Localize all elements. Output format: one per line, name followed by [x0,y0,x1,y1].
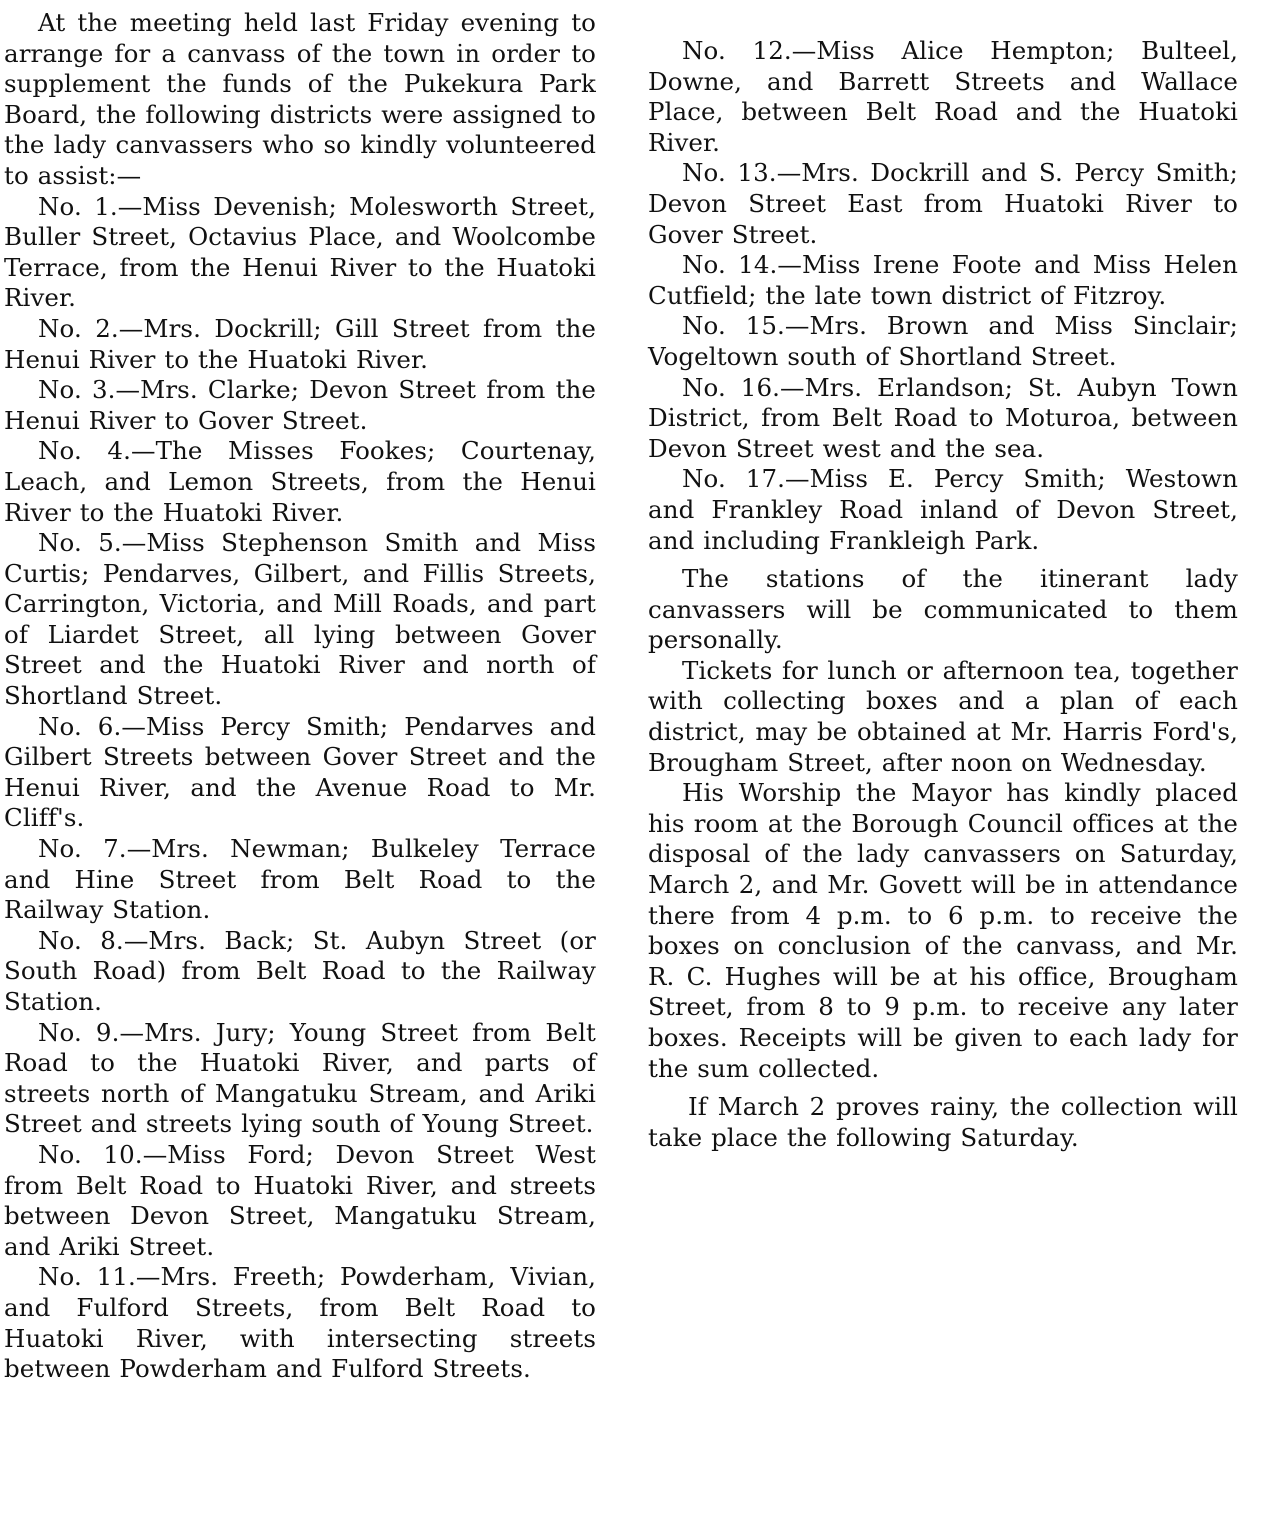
district-6: No. 6.—Miss Percy Smith; Pendarves and Gilbert Streets between Gover Street and the Henui River, and the Avenue Road to Mr. Cliff's. [4,711,596,833]
district-5: No. 5.—Miss Stephenson Smith and Miss Curtis; Pendarves, Gilbert, and Fillis Streets, Carrington, Victoria, and Mill Roads, and part of Liardet Street, all lying between Gover Street and the Huatoki River and north of Shortland Street. [4,528,596,711]
mayor-note: His Worship the Mayor has kindly placed his room at the Borough Council offices at the disposal of the lady canvassers on Saturday, March 2, and Mr. Govett will be in attendance there from 4 p.m. to 6 p.m. to receive the boxes on conclusion of the canvass, and Mr. R. C. Hughes will be at his office, Brougham Street, from 8 to 9 p.m. to receive any later boxes. Receipts will be given to each lady for the sum collected. [648,778,1238,1083]
right-column [648,36,1238,1153]
district-7: No. 7.—Mrs. Newman; Bulkeley Terrace and Hine Street from Belt Road to the Railway Station. [4,834,596,925]
stations-note: The stations of the itinerant lady canvassers will be communicated to them personally. [648,564,1238,655]
district-13: No. 13.—Mrs. Dockrill and S. Percy Smith; Devon Street East from Huatoki River to Gover Street. [648,158,1238,249]
intro-paragraph: At the meeting held last Friday evening to arrange for a canvass of the town in order to supplement the funds of the Pukekura Park Board, the following districts were assigned to the lady canvassers who so kindly volunteered to assist:— [4,8,596,190]
district-8: No. 8.—Mrs. Back; St. Aubyn Street (or South Road) from Belt Road to the Railway Station. [4,925,596,1016]
tickets-note: Tickets for lunch or afternoon tea, together with collecting boxes and a plan of each district, may be obtained at Mr. Harris Ford's, Brougham Street, after noon on Wednesday. [648,655,1238,777]
district-9: No. 9.—Mrs. Jury; Young Street from Belt Road to the Huatoki River, and parts of streets north of Mangatuku Stream, and Ariki Street and streets lying south of Young Street. [4,1017,596,1139]
district-4: No. 4.—The Misses Fookes; Courtenay, Leach, and Lemon Streets, from the Henui River to the Huatoki River. [4,436,596,527]
district-12: No. 12.—Miss Alice Hempton; Bulteel, Downe, and Barrett Streets and Wallace Place, between Belt Road and the Huatoki River. [648,36,1238,157]
district-14: No. 14.—Miss Irene Foote and Miss Helen Cutfield; the late town district of Fitzroy. [648,250,1238,310]
left-column [4,8,596,1385]
district-1: No. 1.—Miss Devenish; Molesworth Street, Buller Street, Octavius Place, and Woolcombe Terrace, from the Henui River to the Huatoki River. [4,191,596,313]
district-2: No. 2.—Mrs. Dockrill; Gill Street from the Henui River to the Huatoki River. [4,313,596,374]
district-16: No. 16.—Mrs. Erlandson; St. Aubyn Town District, from Belt Road to Moturoa, between Devon Street west and the sea. [648,372,1238,463]
district-15: No. 15.—Mrs. Brown and Miss Sinclair; Vogeltown south of Shortland Street. [648,311,1238,371]
rain-note: If March 2 proves rainy, the collection will take place the following Saturday. [648,1092,1238,1152]
district-17: No. 17.—Miss E. Percy Smith; Westown and Frankley Road inland of Devon Street, and including Frankleigh Park. [648,464,1238,555]
district-3: No. 3.—Mrs. Clarke; Devon Street from the Henui River to Gover Street. [4,375,596,435]
district-10: No. 10.—Miss Ford; Devon Street West from Belt Road to Huatoki River, and streets between Devon Street, Mangatuku Stream, and Ariki Street. [4,1139,596,1261]
district-11: No. 11.—Mrs. Freeth; Powderham, Vivian, and Fulford Streets, from Belt Road to Huatoki River, with intersecting streets between Powderham and Fulford Streets. [4,1262,596,1384]
